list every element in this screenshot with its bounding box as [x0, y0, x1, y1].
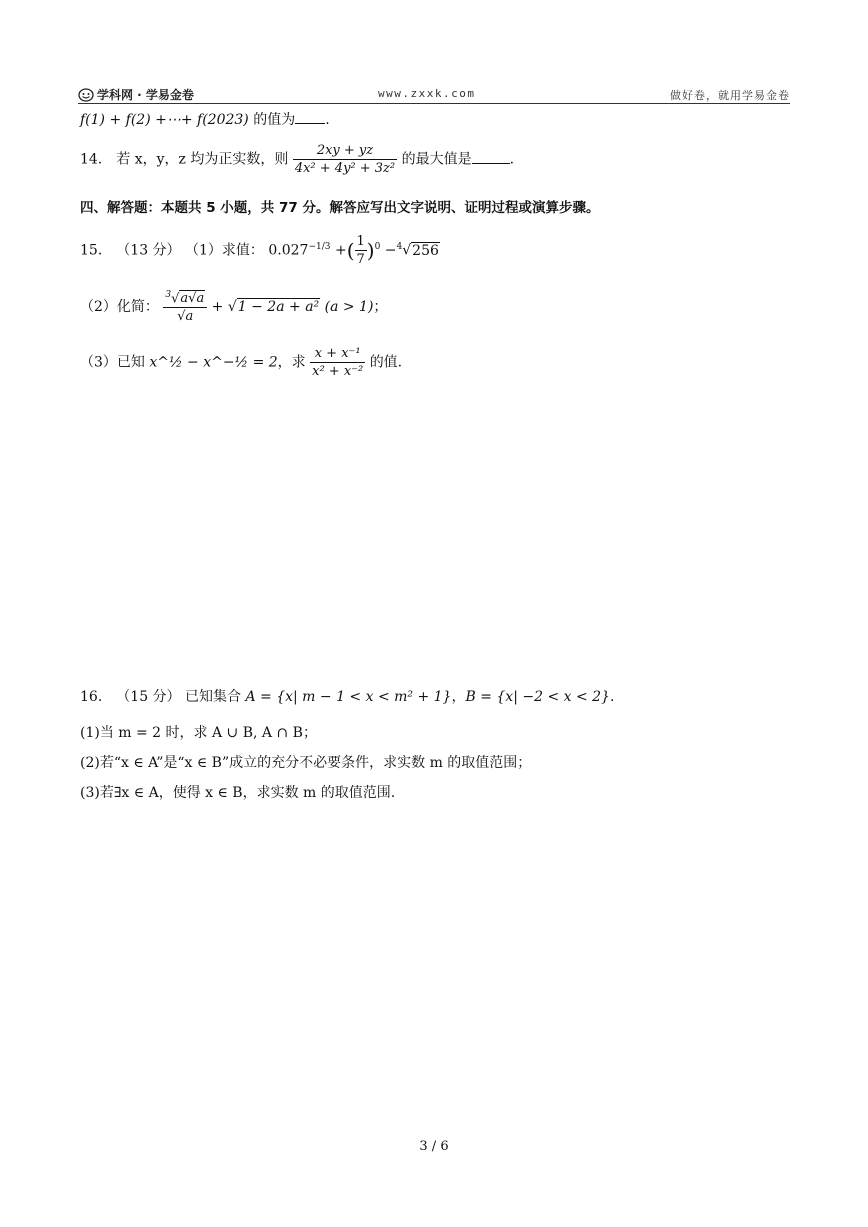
section-heading: 四、解答题：本题共 5 小题，共 77 分。解答应写出文字说明、证明过程或演算步骤。	[80, 200, 600, 216]
header-logo	[78, 86, 194, 103]
q13-end: .	[325, 112, 330, 128]
header-rule	[78, 103, 790, 104]
q16-sep: ，	[451, 689, 466, 705]
question-15-part3	[80, 346, 402, 379]
q16-number: 16．	[80, 689, 112, 705]
q14-end: .	[509, 151, 515, 168]
q15-p2-cond: (a > 1)	[324, 299, 374, 316]
q15-p1-root-index: 4	[396, 241, 403, 252]
q15-p1-frac-num: 1	[356, 234, 365, 249]
q14-suffix: 的最大值是	[401, 151, 472, 168]
q15-p2-fraction: $\frac{^3√a√a}{√a}$	[163, 290, 207, 324]
q15-p1-fraction	[355, 234, 367, 267]
q13-suffix: 的值为	[253, 112, 296, 128]
q15-p3-mid: ，求	[277, 354, 306, 371]
page-number: 3 / 6	[419, 1139, 449, 1154]
q15-p1-label: （1）求值：	[185, 242, 264, 259]
answer-blank	[295, 109, 325, 124]
q16-set-a: A = {x| m − 1 < x < m² + 1}	[245, 689, 452, 705]
q15-p1-exp: −1/3	[308, 241, 331, 252]
q14-denominator: 4x² + 4y² + 3z²	[294, 161, 396, 176]
question-14	[80, 143, 514, 176]
q15-p2-plus: +	[211, 299, 224, 316]
q15-p1-root-arg: 256	[412, 242, 439, 259]
logo-text: 学科网 · 学易金卷	[97, 88, 194, 102]
q15-p3-den: x² + x⁻²	[312, 364, 364, 379]
q15-p3-fraction	[310, 346, 365, 379]
header-site: www.zxxk.com	[378, 87, 476, 100]
q15-p1-mid-exp: 0	[374, 241, 381, 252]
q15-p2-num-arg: a√a	[180, 291, 205, 307]
header-slogan: 做好卷，就用学易金卷	[670, 89, 790, 102]
q15-p3-num: x + x⁻¹	[310, 346, 365, 363]
q16-end: .	[609, 689, 615, 705]
q15-p3-label: （3）已知	[80, 354, 145, 371]
q15-p1-frac-den: 7	[356, 252, 365, 267]
q14-lead: 若 x，y，z 均为正实数，则	[116, 151, 289, 168]
q15-p2-num-index: 3	[165, 290, 172, 300]
question-15-part1: 15． （13 分） （1）求值： $0.027^{-1/3}$ +( $\frac{1}{7}$ )$^0$ −$^4$√256	[80, 234, 439, 267]
q14-numerator: 2xy + yz	[293, 143, 397, 160]
answer-blank	[472, 149, 510, 164]
q15-p3-given: x^½ − x^−½ = 2	[149, 354, 278, 371]
q16-score: （15 分）	[116, 689, 181, 705]
q15-p2-root2: 1 − 2a + a²	[237, 299, 320, 316]
q15-number: 15．	[80, 242, 112, 259]
q16-part3: (3)若∃x ∈ A，使得 x ∈ B，求实数 m 的取值范围.	[80, 785, 396, 801]
q14-number: 14．	[80, 151, 112, 168]
q14-fraction	[293, 143, 397, 176]
q16-part2: (2)若“x ∈ A”是“x ∈ B”成立的充分不必要条件，求实数 m 的取值范围；	[80, 755, 532, 771]
question-16	[80, 686, 614, 706]
q16-part1: (1)当 m = 2 时，求 A ∪ B, A ∩ B；	[80, 725, 317, 741]
q13-tail-line	[80, 109, 330, 129]
q15-p2-den: √a	[177, 309, 194, 325]
q15-p1-base: 0.027	[268, 242, 309, 259]
q16-set-b: B = {x| −2 < x < 2}	[465, 689, 610, 705]
q15-p2-end: ；	[373, 299, 388, 316]
question-15-part2: （2）化简： $\frac{^3√a√a}{√a}$ + √1 − 2a + a² (a > 1)；	[80, 290, 388, 325]
q15-p3-end: 的值.	[369, 354, 403, 371]
q15-p2-label: （2）化简：	[80, 299, 159, 316]
q16-lead: 已知集合	[185, 689, 241, 705]
page-header	[78, 84, 790, 104]
smiley-logo-icon	[78, 88, 94, 102]
q13-expression: f(1) + f(2) +⋯+ f(2023)	[80, 112, 249, 128]
q15-score: （13 分）	[116, 242, 181, 259]
